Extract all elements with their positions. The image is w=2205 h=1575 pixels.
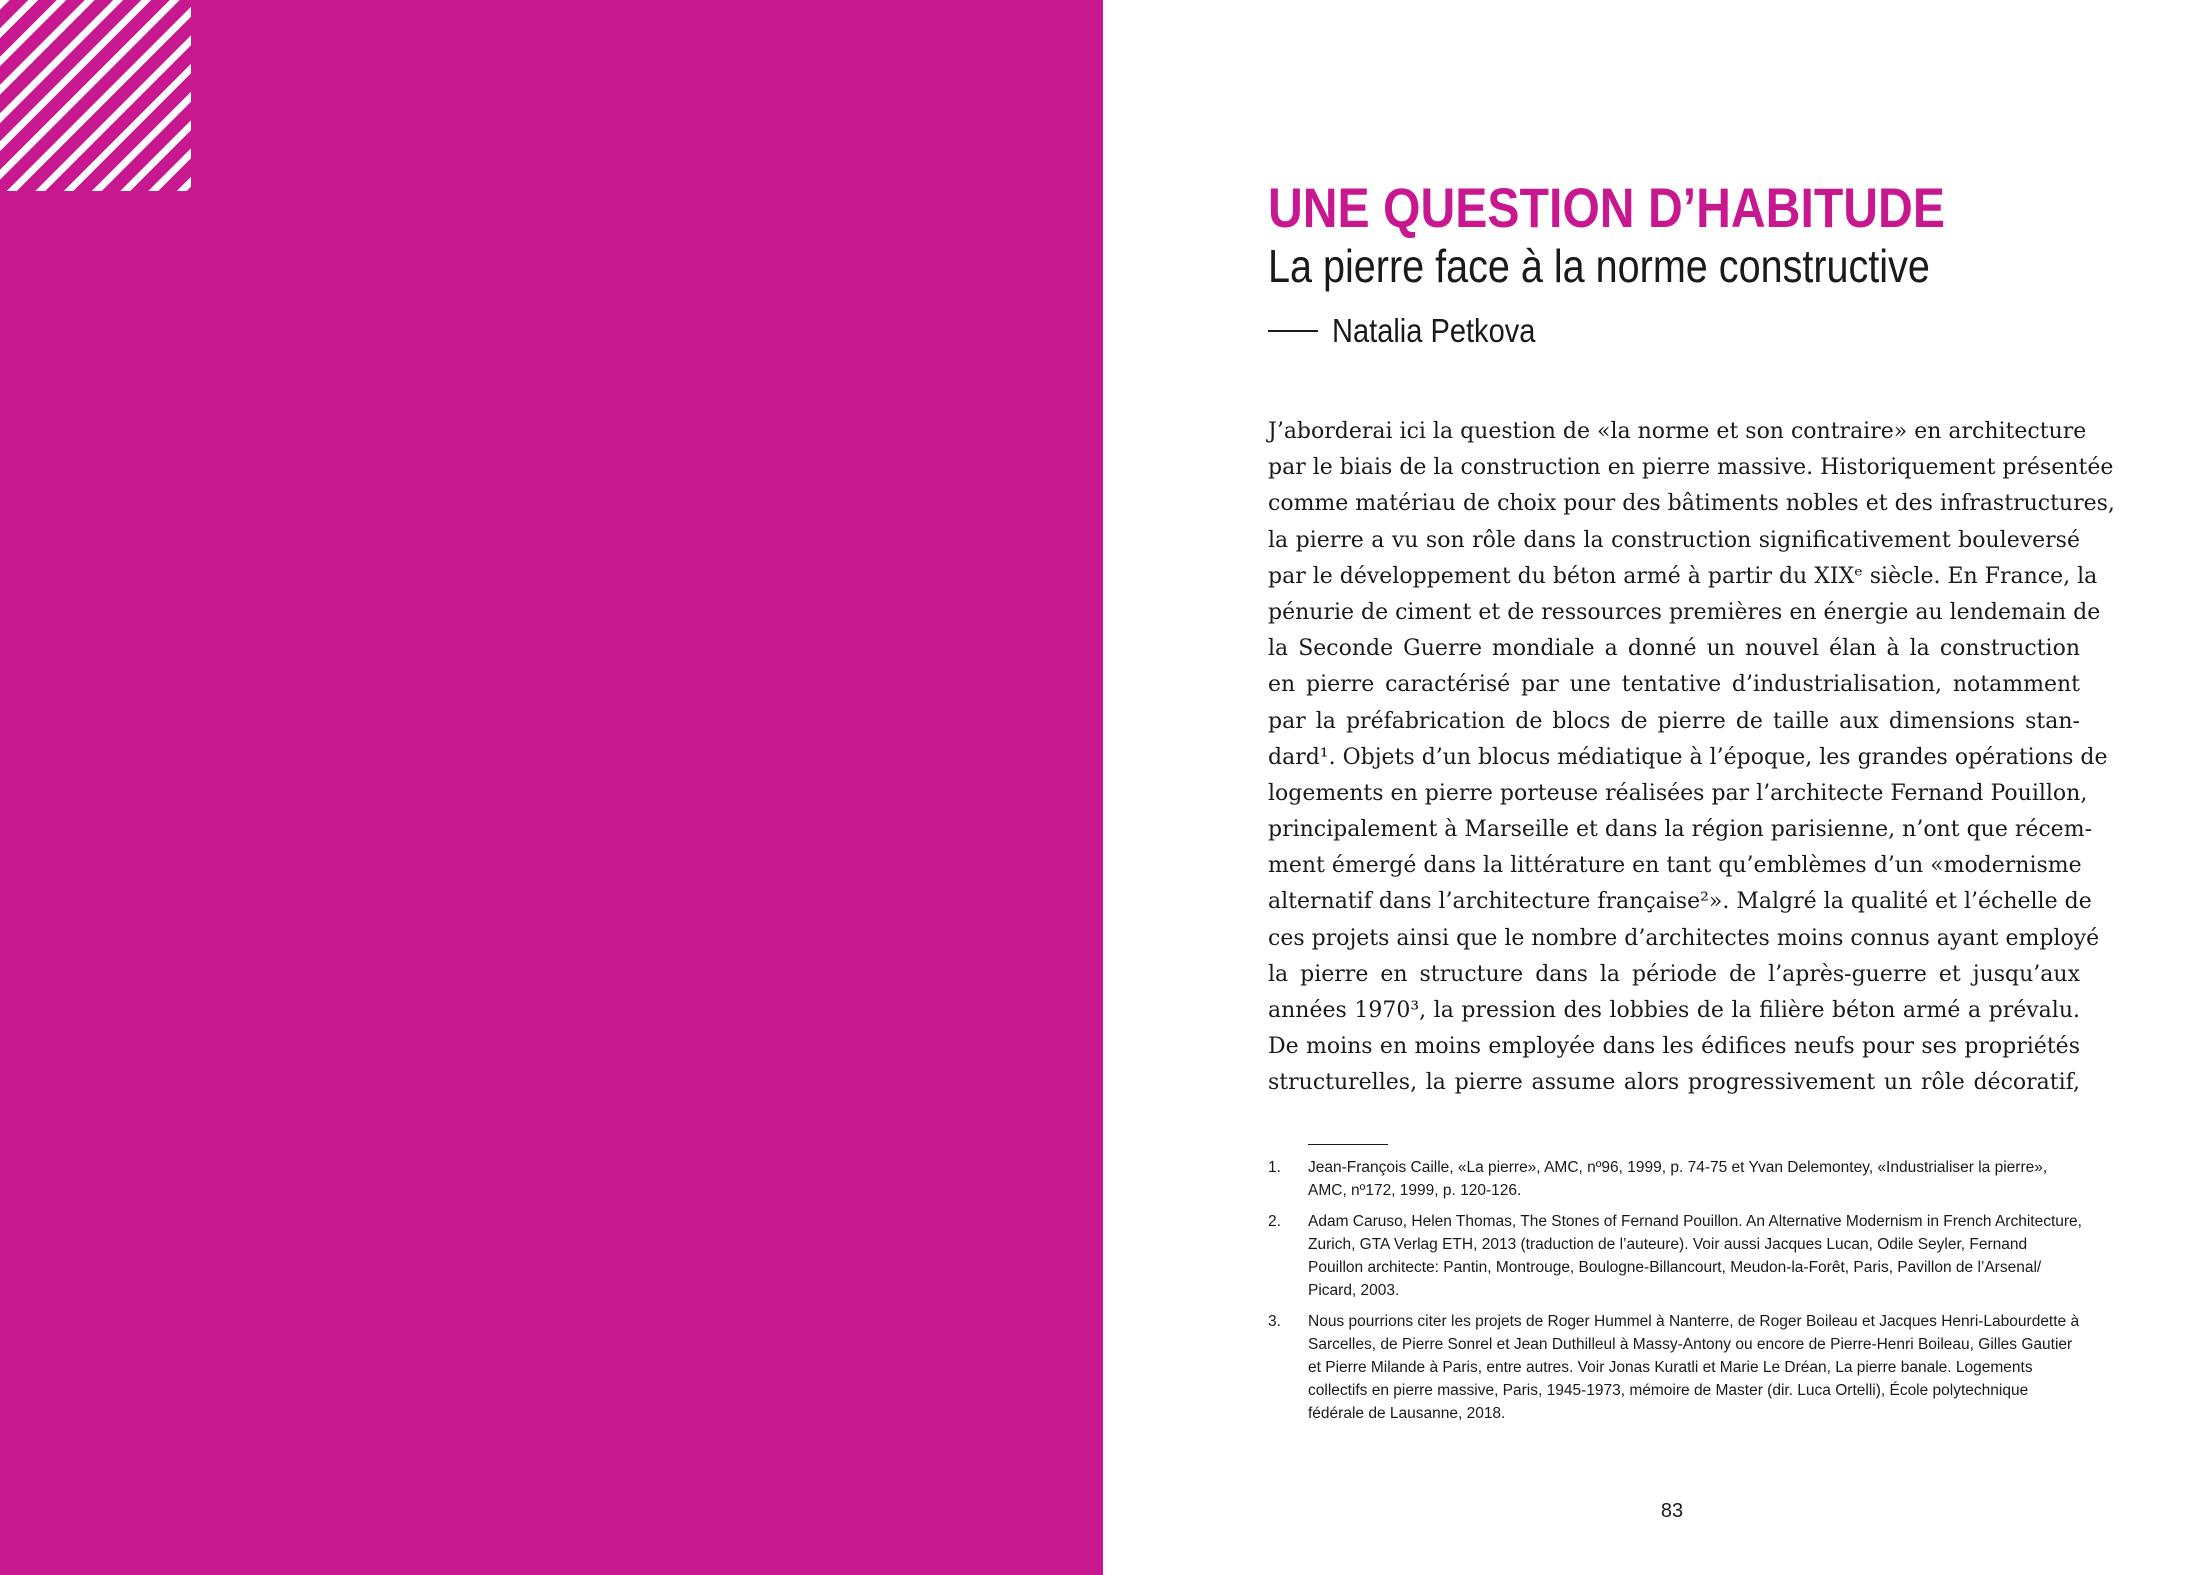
footnote-text [1308,1310,2080,1425]
author-line [1268,305,1563,357]
footnote-line: Adam Caruso, Helen Thomas, The Stones of Fernand Pouillon. An Alternative Modernism in French Architecture, [1308,1213,2082,1230]
body-line: dard¹. Objets d’un blocus médiatique à l’époque, les grandes opérations de [1268,744,2108,770]
footnote-line: Jean-François Caille, «La pierre», AMC, nº96, 1999, p. 74-75 et Yvan Delemontey, «Industrialiser la pierre», [1308,1159,2048,1176]
body-line: la pierre en structure dans la période de l’après-guerre et jusqu’aux [1268,961,2080,987]
footnote-item [1268,1310,2080,1425]
body-line: J’aborderai ici la question de «la norme et son contraire» en architecture [1268,419,2087,444]
body-line: la pierre a vu son rôle dans la construction significativement bouleversé [1268,527,2080,553]
body-line: comme matériau de choix pour des bâtiments nobles et des infrastructures, [1268,491,2115,517]
footnote-separator [1308,1144,1388,1145]
footnote-line: fédérale de Lausanne, 2018. [1308,1405,1506,1422]
body-line: par la préfabrication de blocs de pierre de taille aux dimensions stan- [1268,708,2080,734]
footnote-number: 3. [1268,1313,1281,1330]
body-line: ment émergé dans la littérature en tant qu’emblèmes d’un «modernisme [1268,853,2082,879]
footnotes [1268,1156,2080,1433]
body-line: en pierre caractérisé par une tentative d’industrialisation, notamment [1268,672,2080,698]
article-subtitle: La pierre face à la norme constructive [1268,240,1930,292]
body-line: structurelles, la pierre assume alors progressivement un rôle décoratif, [1268,1070,2080,1096]
page-number: 83 [1660,1500,1684,1522]
footnote-line: Picard, 2003. [1308,1282,1400,1299]
footnote-line: et Pierre Milande à Paris, entre autres. Voir Jonas Kuratli et Marie Le Dréan, La pierre banale. Logements [1308,1359,2033,1376]
article-title: UNE QUESTION D’HABITUDE [1268,176,1945,239]
footnote-line: Sarcelles, de Pierre Sonrel et Jean Duthilleul à Massy-Antony ou encore de Pierre-Henri Boileau, Gilles Gautier [1308,1336,2073,1353]
diagonal-stripes-pattern [0,0,191,191]
footnote-line: AMC, nº172, 1999, p. 120-126. [1308,1182,1522,1199]
footnote-line: Zurich, GTA Verlag ETH, 2013 (traduction de l’auteure). Voir aussi Jacques Lucan, Odile Seyler, Fernand [1308,1236,2028,1253]
body-line: par le biais de la construction en pierre massive. Historiquement présentée [1268,455,2114,481]
author-dash [1268,330,1318,332]
footnote-number: 2. [1268,1213,1281,1230]
footnote-item [1268,1156,2080,1202]
footnote-number: 1. [1268,1159,1281,1176]
body-line: années 1970³, la pression des lobbies de la filière béton armé a prévalu. [1268,998,2080,1023]
author-name: Natalia Petkova [1332,312,1536,349]
footnote-item [1268,1210,2080,1302]
body-line: logements en pierre porteuse réalisées par l’architecte Fernand Pouillon, [1268,780,2088,806]
body-text [1268,414,2115,1102]
footnote-line: Pouillon architecte: Pantin, Montrouge, Boulogne-Billancourt, Meudon-la-Forêt, Paris, Pavillon de l’Arsenal/ [1308,1259,2042,1276]
body-line: ces projets ainsi que le nombre d’architectes moins connus ayant employé [1268,925,2100,951]
footnote-text [1308,1156,2080,1202]
body-line: principalement à Marseille et dans la région parisienne, n’ont que récem- [1268,817,2093,843]
footnote-line: Nous pourrions citer les projets de Roger Hummel à Nanterre, de Roger Boileau et Jacques Henri-Labourdette à [1308,1313,2080,1330]
body-line: par le développement du béton armé à partir du XIXᵉ siècle. En France, la [1268,563,2098,589]
body-line: alternatif dans l’architecture française²». Malgré la qualité et l’échelle de [1268,889,2092,915]
footnote-line: collectifs en pierre massive, Paris, 1945-1973, mémoire de Master (dir. Luca Ortelli), École polytechnique [1308,1382,2029,1399]
footnote-text [1308,1210,2082,1302]
body-line: pénurie de ciment et de ressources premières en énergie au lendemain de [1268,599,2101,625]
body-line: la Seconde Guerre mondiale a donné un nouvel élan à la construction [1268,636,2080,662]
body-line: De moins en moins employée dans les édifices neufs pour ses propriétés [1268,1034,2080,1060]
